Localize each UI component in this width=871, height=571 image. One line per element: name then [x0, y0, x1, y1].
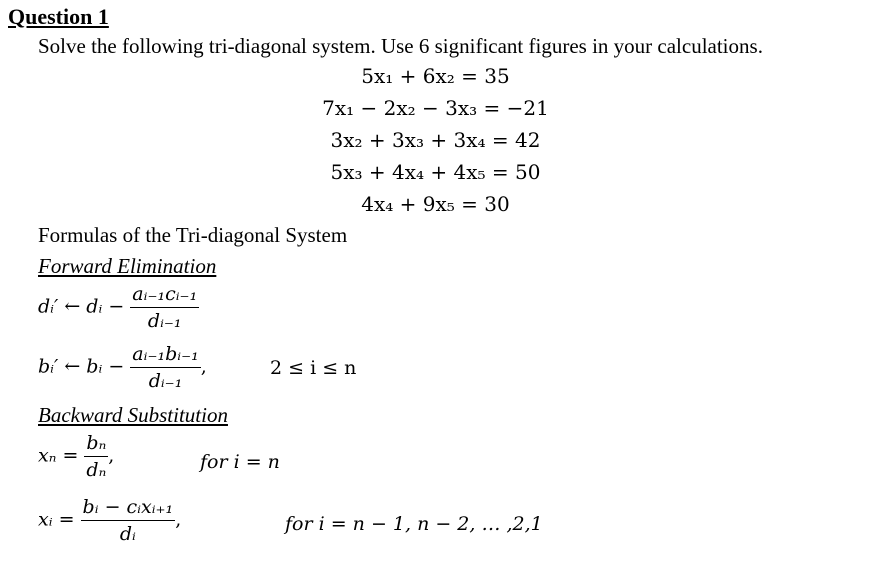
forward-elimination-heading: Forward Elimination [38, 254, 217, 278]
xi-condition: for i = n − 1, n − 2, … ,2,1 [285, 513, 543, 535]
xi-lhs: xᵢ = [38, 508, 75, 531]
d-prime-denominator: dᵢ₋₁ [147, 310, 182, 332]
b-prime-formula: bᵢ′ ← bᵢ − $\frac{\text{aᵢ₋₁bᵢ₋₁}}{\text{dᵢ₋₁}}$ , [38, 343, 207, 392]
backward-substitution-heading: Backward Substitution [38, 403, 228, 427]
xi-denominator: dᵢ [119, 523, 136, 545]
d-prime-fraction [130, 283, 199, 332]
b-prime-fraction [130, 343, 200, 392]
index-condition: 2 ≤ i ≤ n [270, 357, 357, 379]
equation-5: 4x₄ + 9x₅ = 30 [361, 192, 510, 216]
xn-formula: xₙ = $\frac{\text{bₙ}}{\text{dₙ}}$ , [38, 432, 115, 481]
formulas-heading: Formulas of the Tri-diagonal System [38, 223, 348, 247]
xi-numerator: bᵢ − cᵢxᵢ₊₁ [81, 496, 176, 521]
problem-statement: Solve the following tri-diagonal system. Use 6 significant figures in your calculations. [38, 34, 763, 58]
d-prime-lhs: dᵢ′ ← dᵢ − [38, 295, 125, 318]
b-prime-numerator: aᵢ₋₁bᵢ₋₁ [130, 343, 200, 368]
d-prime-numerator: aᵢ₋₁cᵢ₋₁ [130, 283, 199, 308]
b-prime-denominator: dᵢ₋₁ [148, 370, 183, 392]
question-title: Question 1 [8, 4, 109, 29]
equation-4: 5x₃ + 4x₄ + 4x₅ = 50 [330, 160, 541, 184]
equation-3: 3x₂ + 3x₃ + 3x₄ = 42 [330, 128, 541, 152]
xi-fraction [81, 496, 176, 545]
xn-condition: for i = n [200, 451, 280, 473]
d-prime-formula [38, 283, 199, 332]
xn-denominator: dₙ [86, 459, 107, 481]
equation-1: 5x₁ + 6x₂ = 35 [361, 64, 510, 88]
equation-2: 7x₁ − 2x₂ − 3x₃ = −21 [322, 96, 549, 120]
b-prime-lhs: bᵢ′ ← bᵢ − [38, 355, 125, 378]
xi-formula: xᵢ = $\frac{\text{bᵢ − cᵢxᵢ₊₁}}{\text{dᵢ}}$ , [38, 496, 182, 545]
xn-lhs: xₙ = [38, 444, 79, 467]
xn-numerator: bₙ [84, 432, 108, 457]
xn-fraction [84, 432, 108, 481]
